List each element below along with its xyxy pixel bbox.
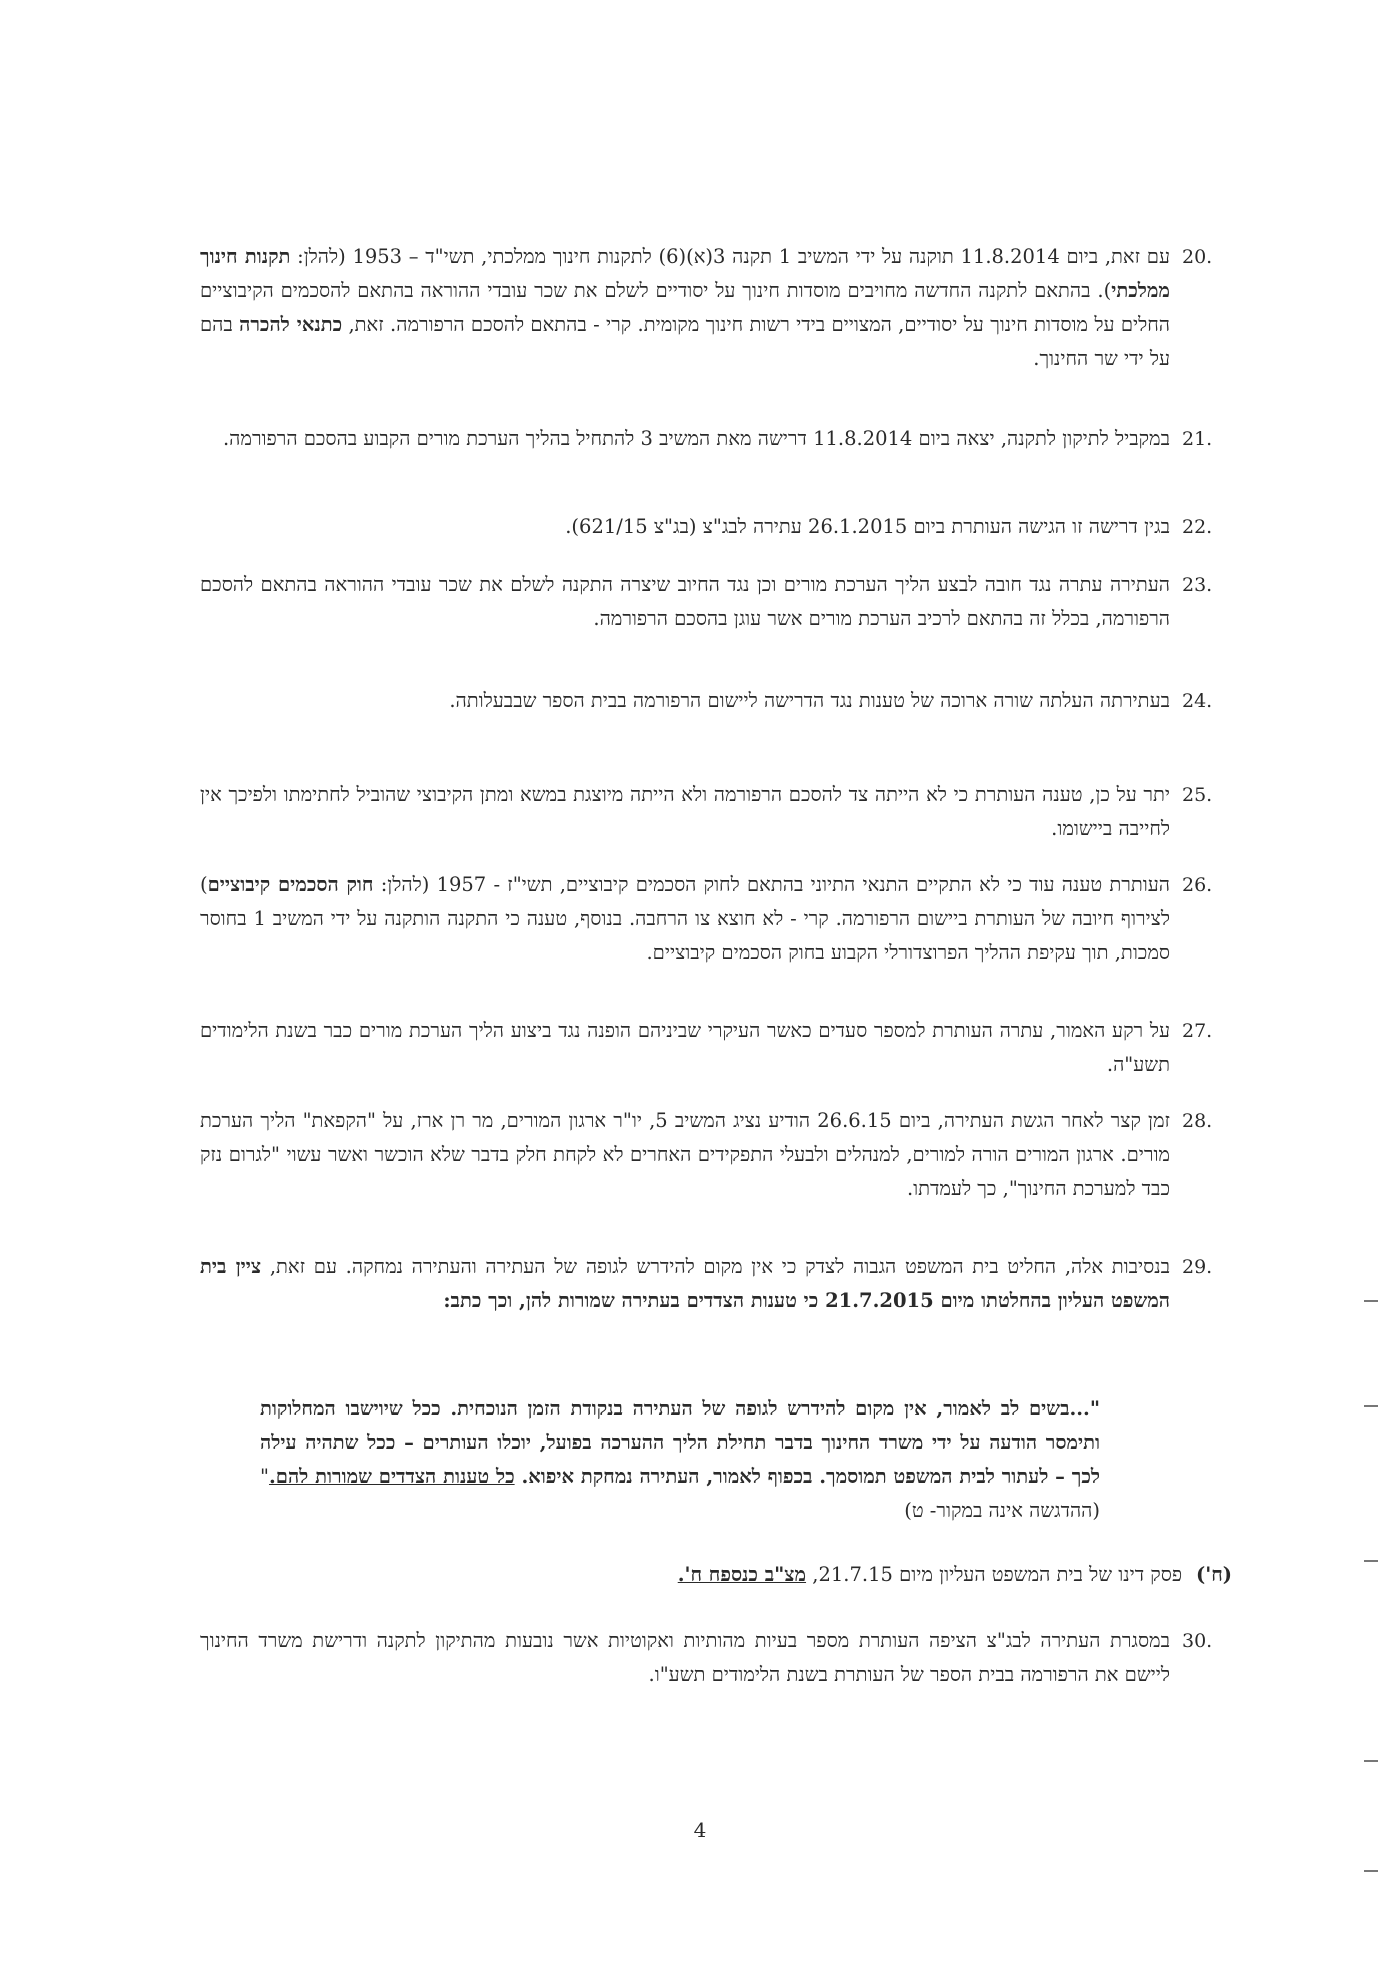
annex-label: (ח'): [1196, 1563, 1232, 1586]
paragraph-number: 29.: [1182, 1256, 1213, 1278]
paragraph-number: 28.: [1182, 1110, 1213, 1132]
paragraph-23: 23. העתירה עתרה נגד חובה לבצע הליך הערכת מורים וכן נגד החיוב שיצרה התקנה לשלם את שכר עובדי ההוראה בהתאם להסכם הרפורמה, בכלל זה בהתאם לרכיב הערכת מורים אשר עוגן בהסכם הרפורמה.: [200, 568, 1170, 636]
annex-reference: (ח')פסק דינו של בית המשפט העליון מיום 21.7.15, מצ"ב כנספח ח'.: [677, 1563, 1232, 1586]
paragraph-number: 24.: [1182, 690, 1213, 712]
paragraph-number: 20.: [1182, 246, 1213, 268]
scan-mark: [1364, 1870, 1378, 1872]
paragraph-number: 30.: [1182, 1630, 1213, 1652]
paragraph-30: 30. במסגרת העתירה לבג"צ הציפה העותרת מספר בעיות מהותיות ואקוטיות אשר נובעות מהתיקון לתקנה ודרישת משרד החינוך ליישם את הרפורמה בבית הספר של העותרת בשנת הלימודים תשע"ו.: [200, 1624, 1170, 1692]
page-number: 4: [693, 1818, 707, 1842]
paragraph-number: 21.: [1182, 428, 1213, 450]
paragraph-20: 20. עם זאת, ביום 11.8.2014 תוקנה על ידי המשיב 1 תקנה 3(א)(6) לתקנות חינוך ממלכתי, תשי"ד – 1953 (להלן: תקנות חינוך ממלכתי). בהתאם לתקנה החדשה מחויבים מוסדות חינוך על יסודיים לשלם את שכר עובדי ההוראה בהתאם להסכמים הקיבוציים החלים על מוסדות חינוך על יסודיים, המצויים בידי רשות חינוך מקומית. קרי - בהתאם להסכם הרפורמה. זאת, כתנאי להכרה בהם על ידי שר החינוך.: [200, 240, 1170, 376]
paragraph-24: 24. בעתירתה העלתה שורה ארוכה של טענות נגד הדרישה ליישום הרפורמה בבית הספר שבבעלותה.: [200, 684, 1170, 718]
paragraph-22: 22. בגין דרישה זו הגישה העותרת ביום 26.1.2015 עתירה לבג"צ (בג"צ 621/15).: [200, 510, 1170, 544]
paragraph-21: 21. במקביל לתיקון לתקנה, יצאה ביום 11.8.2014 דרישה מאת המשיב 3 להתחיל בהליך הערכת מורים הקבוע בהסכם הרפורמה.: [200, 422, 1170, 456]
paragraph-25: 25. יתר על כן, טענה העותרת כי לא הייתה צד להסכם הרפורמה ולא הייתה מיוצגת במשא ומתן הקיבוצי שהוביל לחתימתו ולפיכך אין לחייבה ביישומו.: [200, 778, 1170, 846]
scan-mark: [1364, 1760, 1378, 1762]
annex-link: מצ"ב כנספח ח'.: [677, 1563, 807, 1586]
paragraph-number: 25.: [1182, 784, 1213, 806]
paragraph-number: 22.: [1182, 516, 1213, 538]
paragraph-26: 26. העותרת טענה עוד כי לא התקיים התנאי התיוני בהתאם לחוק הסכמים קיבוציים, תשי"ז - 1957 (להלן: חוק הסכמים קיבוציים) לצירוף חיובה של העותרת ביישום הרפורמה. קרי - לא חוצא צו הרחבה. בנוסף, טענה כי התקנה הותקנה על ידי המשיב 1 בחוסר סמכות, תוך עקיפת ההליך הפרוצדורלי הקבוע בחוק הסכמים קיבוציים.: [200, 868, 1170, 970]
scan-mark: [1364, 1405, 1378, 1407]
court-quote: "...בשים לב לאמור, אין מקום להידרש לגופה של העתירה בנקודת הזמן הנוכחית. ככל שיוישבו המחלוקות ותימסר הודעה על ידי משרד החינוך בדבר תחילת הליך ההערכה בפועל, יוכלו העותרים – ככל שתהיה עילה לכך – לעתור לבית המשפט תמוסמך. בכפוף לאמור, העתירה נמחקת איפוא. כל טענות הצדדים שמורות להם."(ההדגשה אינה במקור- ט): [260, 1397, 1100, 1522]
paragraph-number: 27.: [1182, 1020, 1213, 1042]
scan-mark: [1364, 1300, 1378, 1302]
paragraph-29: 29. בנסיבות אלה, החליט בית המשפט הגבוה לצדק כי אין מקום להידרש לגופה של העתירה והעתירה נמחקה. עם זאת, ציין בית המשפט העליון בהחלטתו מיום 21.7.2015 כי טענות הצדדים בעתירה שמורות להן, וכך כתב:: [200, 1250, 1170, 1318]
paragraph-28: 28. זמן קצר לאחר הגשת העתירה, ביום 26.6.15 הודיע נציג המשיב 5, יו"ר ארגון המורים, מר רן ארז, על "הקפאת" הליך הערכת מורים. ארגון המורים הורה למורים, למנהלים ולבעלי התפקידים האחרים לא לקחת חלק בדבר שלא הוכשר ואשר עשוי "לגרום נזק כבד למערכת החינוך", כך לעמדתו.: [200, 1104, 1170, 1206]
scan-mark: [1364, 1560, 1378, 1562]
paragraph-27: 27. על רקע האמור, עתרה העותרת למספר סעדים כאשר העיקרי שביניהם הופנה נגד ביצוע הליך הערכת מורים כבר בשנת הלימודים תשע"ה.: [200, 1014, 1170, 1082]
paragraph-number: 26.: [1182, 874, 1213, 896]
paragraph-number: 23.: [1182, 574, 1213, 596]
